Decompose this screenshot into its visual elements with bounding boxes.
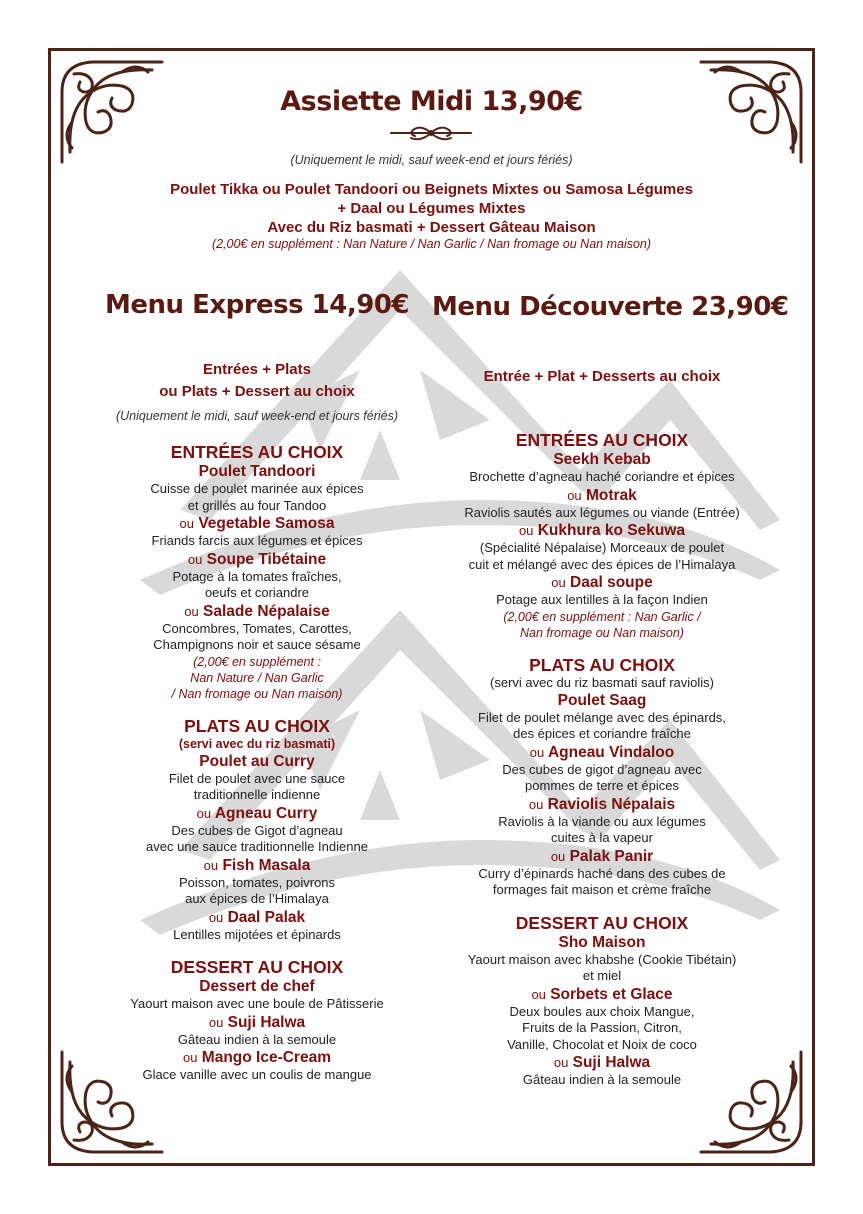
express-plat-desc: traditionnelle indienne [193, 787, 321, 802]
express-plat-name: Agneau Curry [214, 804, 318, 822]
decouverte-dessert-desc: Fruits de la Passion, Citron, [522, 1020, 682, 1035]
or-connector: ou [553, 1055, 569, 1070]
decouverte-plat-desc: pommes de terre et épices [525, 778, 679, 793]
decouverte-dessert-heading: DESSERT AU CHOIX [515, 912, 689, 933]
decouverte-plat-desc: Raviolis à la viande ou aux légumes [498, 813, 706, 829]
decouverte-entrees-heading: ENTRÉES AU CHOIX [515, 430, 689, 450]
decouverte-entrees-supplement: (2,00€ en supplément : Nan Garlic / [503, 609, 701, 624]
decouverte-plats-subheading: (servi avec du riz basmati sauf raviolis) [490, 674, 714, 690]
or-connector: ou [518, 523, 534, 538]
or-connector: ou [551, 575, 566, 590]
or-connector: ou [550, 848, 566, 864]
decouverte-formula: Entrée + Plat + Desserts au choix [483, 368, 721, 385]
decouverte-entree-desc: Potage aux lentilles à la façon Indien [496, 592, 708, 607]
menu-express-column [92, 359, 422, 1084]
decouverte-plat-desc: Des cubes de gigot d’agneau avec [502, 761, 702, 777]
or-connector: ou [529, 744, 545, 760]
or-connector: ou [183, 1050, 198, 1065]
express-entree-desc: Friands farcis aux légumes et épices [151, 533, 363, 548]
decouverte-dessert-name: Sorbets et Glace [550, 985, 673, 1003]
express-dessert-heading: DESSERT AU CHOIX [170, 957, 344, 977]
express-entree-desc: et grillés au four Tandoo [187, 497, 327, 513]
express-plat-desc: avec une sauce traditionnelle Indienne [146, 839, 368, 854]
express-plat-desc: Filet de poulet avec une sauce [168, 770, 346, 786]
midi-offer-line-2: + Daal ou Légumes Mixtes [337, 200, 526, 217]
express-entrees-heading: ENTRÉES AU CHOIX [170, 442, 344, 462]
decouverte-dessert-desc: Yaourt maison avec khabshe (Cookie Tibétain) [467, 951, 737, 967]
decouverte-dessert-desc: Deux boules aux choix Mangue, [509, 1003, 695, 1019]
decouverte-dessert-section [432, 913, 772, 1089]
decouverte-dessert-name: Sho Maison [558, 933, 646, 951]
express-entrees-supplement: Nan Nature / Nan Garlic [190, 670, 324, 685]
express-plat-name: Poulet au Curry [199, 752, 315, 770]
decouverte-entree-name: Motrak [585, 486, 637, 504]
midi-supplement-note: (2,00€ en supplément : Nan Nature / Nan Garlic / Nan fromage ou Nan maison) [211, 237, 652, 251]
express-entree-desc: Champignons noir et sauce sésame [153, 637, 361, 652]
decouverte-entrees-section [432, 430, 772, 641]
decouverte-entree-desc: Raviolis sautés aux légumes ou viande (Entrée) [464, 504, 740, 520]
express-dessert-desc: Yaourt maison avec une boule de Pâtisserie [130, 996, 384, 1011]
express-entree-desc: Concombres, Tomates, Carottes, [162, 620, 352, 636]
menu-express-title: Menu Express 14,90€ [104, 290, 409, 320]
express-dessert-section [92, 957, 422, 1084]
decouverte-plat-desc: cuites à la vapeur [551, 830, 653, 845]
express-entree-name: Soupe Tibétaine [206, 550, 327, 568]
express-entree-name: Vegetable Samosa [198, 515, 335, 532]
decouverte-dessert-desc: Vanille, Chocolat et Noix de coco [507, 1036, 697, 1052]
express-entrees-section [92, 442, 422, 702]
express-plat-name: Fish Masala [222, 856, 311, 874]
express-plats-subheading: (servi avec du riz basmati) [178, 736, 336, 751]
or-connector: ou [196, 805, 212, 821]
menu-decouverte-title: Menu Découverte 23,90€ [432, 292, 789, 322]
express-entree-desc: oeufs et coriandre [204, 585, 310, 600]
decouverte-plats-heading: PLATS AU CHOIX [529, 654, 675, 675]
express-plats-heading: PLATS AU CHOIX [184, 715, 330, 736]
express-plat-desc: aux épices de l’Himalaya [185, 891, 329, 906]
express-dessert-desc: Gâteau indien à la semoule [177, 1031, 337, 1047]
or-connector: ou [567, 487, 582, 503]
express-dessert-name: Mango Ice-Cream [201, 1049, 331, 1066]
or-connector: ou [184, 603, 199, 619]
or-connector: ou [528, 796, 544, 812]
express-dessert-name: Suji Halwa [227, 1013, 306, 1031]
or-connector: ou [531, 986, 546, 1002]
midi-offer-line-3: Avec du Riz basmati + Dessert Gâteau Maison [267, 219, 596, 236]
express-plat-name: Daal Palak [227, 908, 306, 926]
express-entree-desc: Potage à la tomates fraîches, [172, 568, 342, 584]
decouverte-plat-name: Raviolis Népalais [547, 795, 676, 813]
midi-availability-note: (Uniquement le midi, sauf week-end et jours fériés) [290, 153, 573, 167]
decouverte-entree-desc: cuit et mélangé avec des épices de l’Himalaya [468, 556, 736, 572]
express-plat-desc: Des cubes de Gigot d’agneau [171, 822, 343, 838]
express-entrees-supplement: (2,00€ en supplément : [193, 654, 321, 669]
decouverte-entrees-supplement: Nan fromage ou Nan maison) [520, 625, 684, 640]
decouverte-entree-desc: (Spécialité Népalaise) Morceaux de poulet [479, 540, 725, 555]
express-dessert-desc: Glace vanille avec un coulis de mangue [142, 1067, 372, 1082]
title-flourish-ornament [381, 122, 481, 144]
decouverte-dessert-name: Suji Halwa [572, 1054, 651, 1071]
express-availability-note: (Uniquement le midi, sauf week-end et jours fériés) [115, 409, 399, 423]
decouverte-dessert-desc: Gâteau indien à la semoule [522, 1072, 682, 1087]
decouverte-plat-desc: des épices et coriandre fraîche [513, 726, 691, 741]
express-dessert-name: Dessert de chef [199, 978, 315, 995]
express-entree-name: Salade Népalaise [203, 602, 330, 620]
decouverte-plat-name: Agneau Vindaloo [547, 743, 675, 761]
or-connector: ou [208, 1014, 224, 1030]
decouverte-plat-desc: Curry d’épinards haché dans des cubes de [478, 865, 726, 881]
decouverte-dessert-desc: et miel [582, 968, 622, 983]
or-connector: ou [208, 909, 224, 925]
decouverte-entree-name: Kukhura ko Sekuwa [537, 522, 686, 539]
express-plat-desc: Lentilles mijotées et épinards [173, 926, 341, 942]
decouverte-plat-desc: formages fait maison et crème fraîche [492, 882, 712, 897]
express-formula-line-1: Entrées + Plats [203, 361, 311, 378]
express-entrees-supplement: / Nan fromage ou Nan maison) [171, 686, 343, 701]
decouverte-entree-desc: Brochette d’agneau haché coriandre et épices [469, 469, 735, 484]
decouverte-entree-name: Seekh Kebab [553, 451, 651, 468]
or-connector: ou [187, 551, 203, 567]
express-entree-name: Poulet Tandoori [198, 463, 316, 480]
express-plat-desc: Poisson, tomates, poivrons [178, 874, 336, 890]
decouverte-entree-name: Daal soupe [570, 574, 653, 591]
decouverte-plat-desc: Filet de poulet mélange avec des épinards, [478, 709, 726, 725]
decouverte-plat-name: Poulet Saag [557, 691, 647, 709]
assiette-midi-title: Assiette Midi 13,90€ [280, 86, 583, 117]
express-entree-desc: Cuisse de poulet marinée aux épices [150, 481, 364, 496]
or-connector: ou [203, 857, 219, 873]
midi-offer-line-1: Poulet Tikka ou Poulet Tandoori ou Beignets Mixtes ou Samosa Légumes [170, 181, 693, 198]
decouverte-plats-section [432, 655, 772, 899]
express-formula-line-2: ou Plats + Dessert au choix [159, 383, 355, 400]
express-plats-section [92, 716, 422, 944]
or-connector: ou [179, 516, 195, 531]
menu-decouverte-column [432, 366, 772, 1089]
decouverte-plat-name: Palak Panir [569, 847, 654, 865]
